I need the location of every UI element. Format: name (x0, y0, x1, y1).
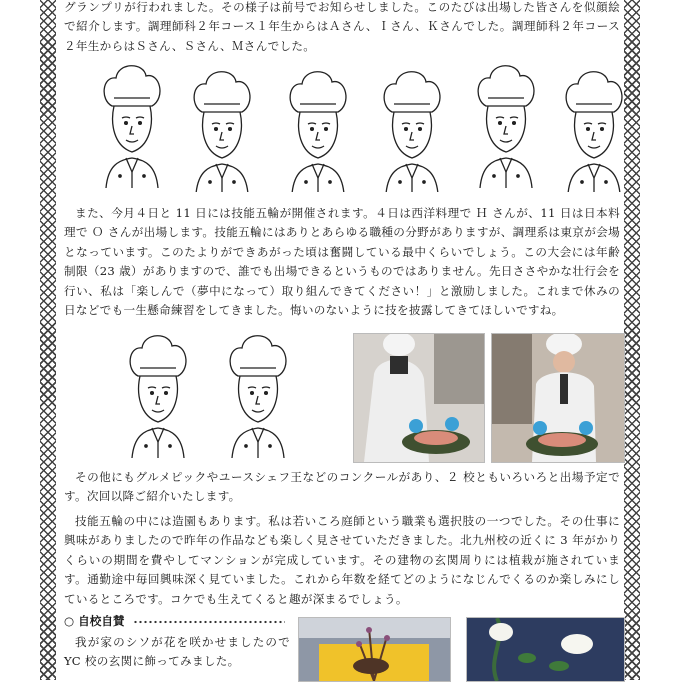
paragraph-skills-olympics: また、今月４日と 11 日には技能五輪が開催されます。４日は西洋料理で Ｈ さんが、11 日は日本料理で Ｏ さんが出場します。技能五輪にはありとあらゆる職種の分野がありますが、調理系は東京が会場となっています。このたよりができあがった頃は奮闘している最中くらいでしょう。この大会には年齢制限（23 歳）がありますので、誰でも出場できるというものではありません。先日ささやかな壮行会を行い、私は「楽しんで（夢中になって）取り組んできてください！」と激励しました。これまで休みの日などでも一生懸命練習をしてきました。悔いのないように技を披露してきてほしいですね。 (64, 206, 620, 318)
left-decorative-border (40, 0, 56, 680)
chef-m-illustration (566, 72, 622, 192)
paragraph-landscaping: 技能五輪の中には造園もあります。私は若いころ庭師という職業も選択肢の一つでした。その仕事に興味がありましたので昨年の作品なども楽しく見させていただきました。北九州校の近くに 3 年がかりくらいの期間を費やしてマンションが完成しています。その建物の玄関周りには植栽が施されています。通勤途中毎回興味深く見ていました。これから年数を経てどのようになじんでくるのか楽しみにしているところです。コケでも生えてくると趣が深まるでしょう。 (64, 514, 620, 606)
section-heading (64, 612, 285, 631)
chef-s1-illustration (384, 72, 440, 192)
paragraph-other-contests: その他にもグルメピックやユースシェフ王などのコンクールがあり、２ 校ともいろいろと出場予定です。次回以降ご紹介いたします。 (64, 470, 620, 504)
paragraph-grand-prix: グランプリが行われました。その様子は前号でお知らせしました。このたびは出場した皆さんを似顔絵で紹介します。調理師科２年コース１年生からはＡさん、Ｉさん、Ｋさんでした。調理師科２年コース２年生からはＳさん、Ｓさん、Ｍさんでした。 (64, 0, 620, 53)
chef-caricatures-row (96, 62, 626, 192)
shiso-flower-arrangement-photo (298, 617, 451, 682)
chef-k-illustration (290, 72, 346, 192)
chef-s2-illustration (478, 66, 534, 188)
practice-photo-1 (353, 333, 485, 463)
chef-caricatures-row-2 (122, 332, 322, 462)
section-heading-text: ○ 自校自賛 (64, 614, 125, 628)
dotted-rule (133, 620, 285, 624)
paragraph-shiso: 我が家のシソが花を咲かせましたので YC 校の玄関に飾ってみました。 (64, 635, 290, 669)
right-decorative-border (624, 0, 640, 680)
chef-a-illustration (104, 66, 160, 188)
white-flower-photo (466, 617, 625, 682)
practice-photo-2 (491, 333, 625, 463)
chef-h-illustration (130, 336, 186, 458)
chef-o-illustration (230, 336, 286, 458)
chef-i-illustration (194, 72, 250, 192)
